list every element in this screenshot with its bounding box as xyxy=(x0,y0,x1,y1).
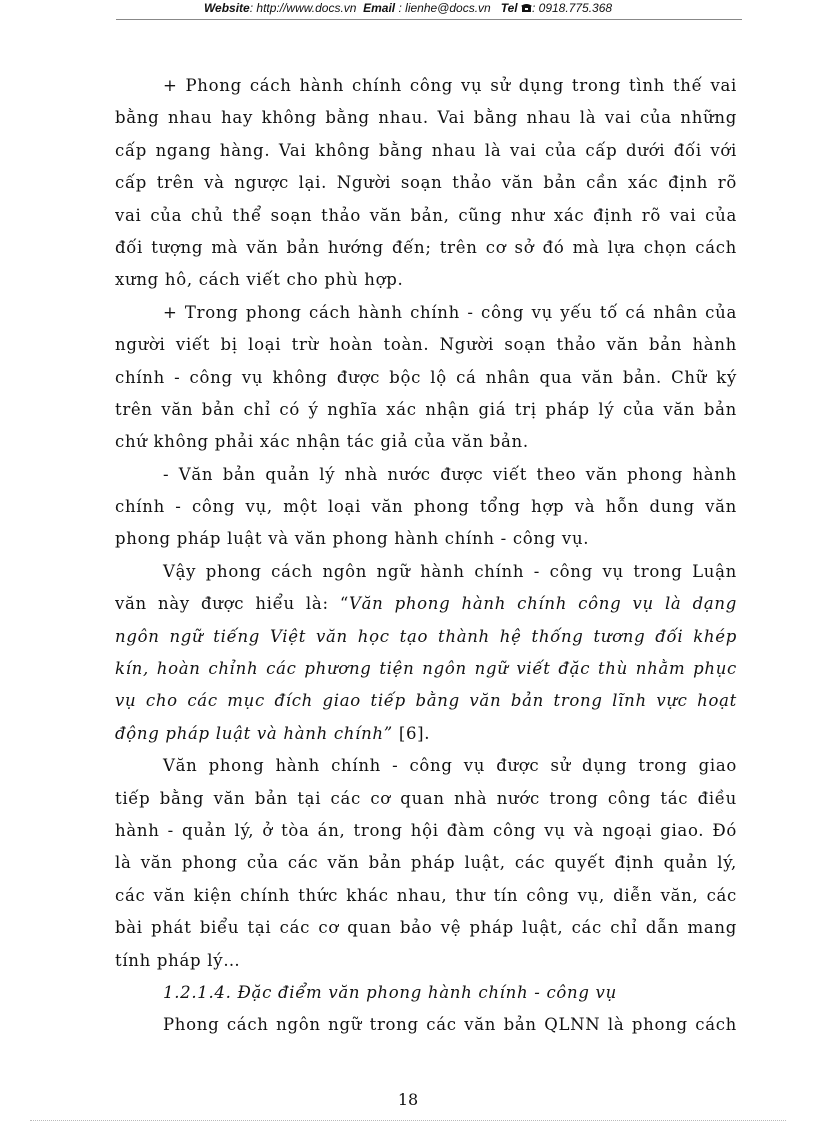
text-line: cấp ngang hàng. Vai không bằng nhau là vai của cấp dưới đối với xyxy=(115,140,737,160)
text-line: là văn phong của các văn bản pháp luật, các quyết định quản lý, xyxy=(115,853,737,873)
page-header xyxy=(0,0,816,18)
text-line: các văn kiện chính thức khác nhau, thư tín công vụ, diễn văn, các xyxy=(115,885,737,905)
text-line: - Văn bản quản lý nhà nước được viết theo văn phong hành xyxy=(163,464,737,484)
text-line: người viết bị loại trừ hoàn toàn. Người soạn thảo văn bản hành xyxy=(115,335,737,355)
text-segment: văn này được hiểu là: “ xyxy=(115,594,349,614)
document-body xyxy=(115,70,737,1042)
website-value: : http://www.docs.vn xyxy=(249,1,357,15)
text-line: vai của chủ thể soạn thảo văn bản, cũng như xác định rõ vai của xyxy=(115,205,737,225)
text-line: đối tượng mà văn bản hướng đến; trên cơ sở đó mà lựa chọn cách xyxy=(115,237,737,257)
tel-label: Tel xyxy=(500,1,518,15)
email-label: Email xyxy=(363,1,396,15)
citation: [6]. xyxy=(392,723,431,743)
text-line xyxy=(115,588,737,620)
text-line: phong pháp luật và văn phong hành chính - công vụ. xyxy=(115,529,590,549)
text-line: bài phát biểu tại các cơ quan bảo vệ pháp luật, các chỉ dẫn mang xyxy=(115,918,737,938)
quote-line: kín, hoàn chỉnh các phương tiện ngôn ngữ viết đặc thù nhằm phục xyxy=(115,659,737,679)
text-line: cấp trên và ngược lại. Người soạn thảo văn bản cần xác định rõ xyxy=(115,173,737,193)
phone-icon xyxy=(521,1,532,15)
text-line: Văn phong hành chính - công vụ được sử dụng trong giao xyxy=(163,756,737,776)
text-line xyxy=(115,718,737,750)
text-line: bằng nhau hay không bằng nhau. Vai bằng nhau là vai của những xyxy=(115,108,737,128)
text-line: xưng hô, cách viết cho phù hợp. xyxy=(115,270,404,290)
quote-segment: Văn phong hành chính công vụ là dạng xyxy=(348,594,737,614)
quote-line: ngôn ngữ tiếng Việt văn học tạo thành hệ thống tương đối khép xyxy=(115,626,737,646)
text-line: Phong cách ngôn ngữ trong các văn bản QLNN là phong cách xyxy=(163,1015,737,1035)
email-value: : lienhe@docs.vn xyxy=(398,1,491,15)
text-line: chứ không phải xác nhận tác giả của văn bản. xyxy=(115,432,529,452)
page-number: 18 xyxy=(397,1090,419,1109)
text-line: tiếp bằng văn bản tại các cơ quan nhà nước trong công tác điều xyxy=(115,788,737,808)
text-line: hành - quản lý, ở tòa án, trong hội đàm công vụ và ngoại giao. Đó xyxy=(115,820,737,840)
section-heading: 1.2.1.4. Đặc điểm văn phong hành chính - công vụ xyxy=(163,982,617,1002)
text-line: + Phong cách hành chính công vụ sử dụng trong tình thế vai xyxy=(163,76,737,95)
text-line: chính - công vụ, một loại văn phong tổng hợp và hỗn dung văn xyxy=(115,497,737,517)
text-line: trên văn bản chỉ có ý nghĩa xác nhận giá trị pháp lý của văn bản xyxy=(115,399,737,419)
text-line: chính - công vụ không được bộc lộ cá nhân qua văn bản. Chữ ký xyxy=(115,367,737,387)
text-line: + Trong phong cách hành chính - công vụ yếu tố cá nhân của xyxy=(163,302,737,322)
quote-segment: động pháp luật và hành chính” xyxy=(115,723,393,743)
footer-divider xyxy=(30,1120,786,1121)
tel-value: : 0918.775.368 xyxy=(531,1,613,15)
header-divider xyxy=(116,19,742,20)
text-line: Vậy phong cách ngôn ngữ hành chính - công vụ trong Luận xyxy=(163,561,737,581)
quote-line: vụ cho các mục đích giao tiếp bằng văn bản trong lĩnh vực hoạt xyxy=(115,691,737,711)
text-line: tính pháp lý… xyxy=(115,950,241,970)
website-label: Website xyxy=(203,1,250,15)
